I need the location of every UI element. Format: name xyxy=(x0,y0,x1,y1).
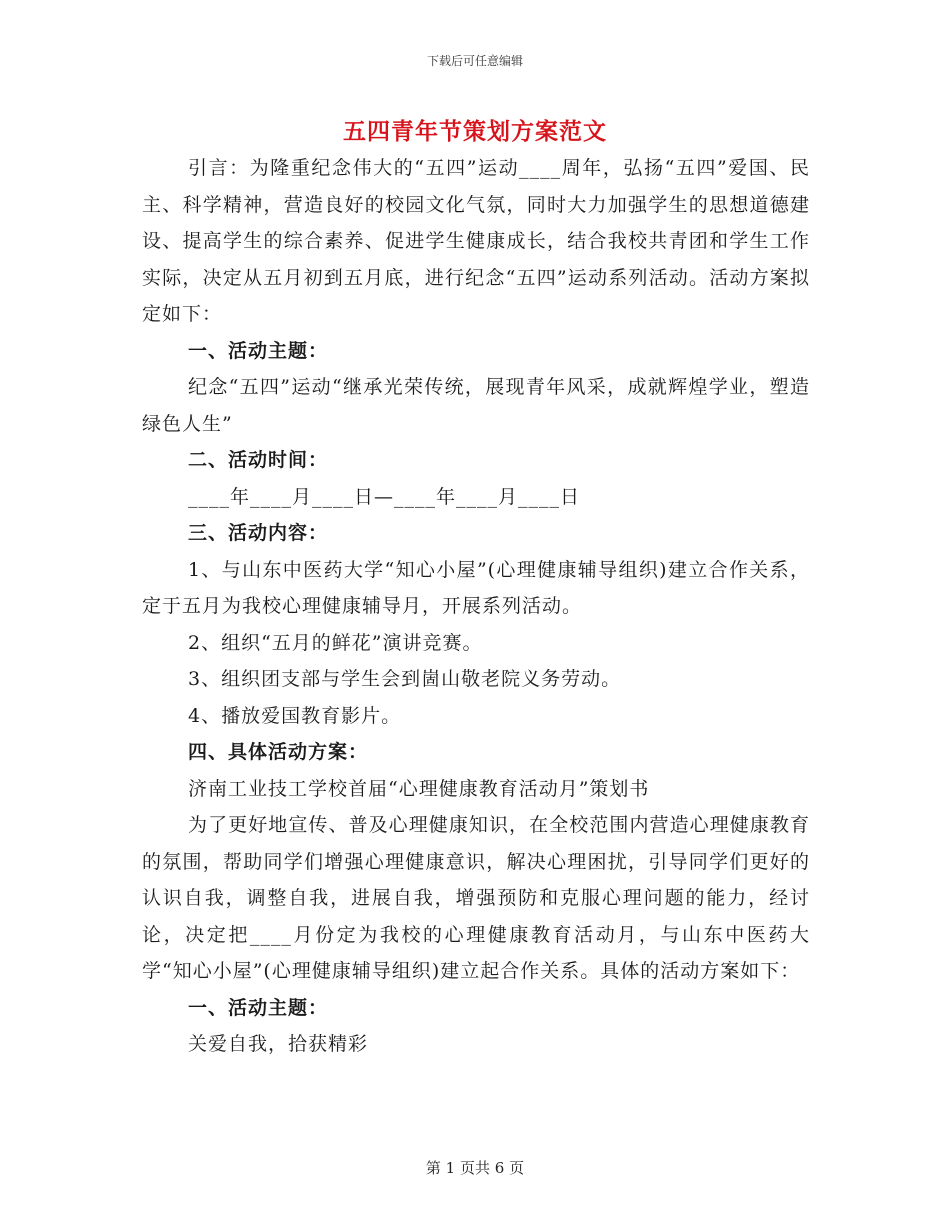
section-heading-content: 三、活动内容： xyxy=(188,522,329,544)
plan-subtitle: 济南工业技工学校首届“心理健康教育活动月”策划书 xyxy=(188,777,650,800)
page-header: 下载后可任意编辑 xyxy=(426,54,523,68)
theme-2-paragraph: 关爱自我，拾获精彩 xyxy=(188,1033,369,1055)
section-heading-time: 二、活动时间： xyxy=(188,449,329,471)
section-heading-plan: 四、具体活动方案： xyxy=(188,741,369,763)
list-item: 2、组织“五月的鲜花”演讲竞赛。 xyxy=(188,631,483,654)
document-title: 五四青年节策划方案范文 xyxy=(343,118,607,145)
list-item: 1、与山东中医药大学“知心小屋”(心理健康辅导组织)建立合作关系，定于五月为我校心理健康辅导月，开展系列活动。 xyxy=(142,558,810,617)
page-footer: 第 1 页共 6 页 xyxy=(425,1159,525,1177)
time-paragraph: ____年____月____日—____年____月____日 xyxy=(188,485,581,508)
list-item: 4、播放爱国教育影片。 xyxy=(188,704,402,727)
theme-paragraph: 纪念“五四”运动“继承光荣传统，展现青年风采，成就辉煌学业，塑造绿色人生” xyxy=(142,376,810,435)
plan-body-paragraph: 为了更好地宣传、普及心理健康知识，在全校范围内营造心理健康教育的氛围，帮助同学们增强心理健康意识，解决心理困扰，引导同学们更好的认识自我，调整自我，进展自我，增强预防和克服心理问题的能力，经讨论，决定把____月份定为我校的心理健康教育活动月，与山东中医药大学“知心小屋”(心理健康辅导组织)建立起合作关系。具体的活动方案如下： xyxy=(142,814,810,982)
section-heading-theme: 一、活动主题： xyxy=(188,339,329,362)
intro-paragraph: 引言：为隆重纪念伟大的“五四”运动____周年，弘扬“五四”爱国、民主、科学精神，营造良好的校园文化气氛，同时大力加强学生的思想道德建设、提高学生的综合素养、促进学生健康成长，结合我校共青团和学生工作实际，决定从五月初到五月底，进行纪念“五四”运动系列活动。活动方案拟定如下： xyxy=(142,157,810,325)
list-item: 3、组织团支部与学生会到崮山敬老院义务劳动。 xyxy=(188,668,622,690)
document-body xyxy=(142,150,810,1063)
section-heading-theme-2: 一、活动主题： xyxy=(188,996,329,1019)
